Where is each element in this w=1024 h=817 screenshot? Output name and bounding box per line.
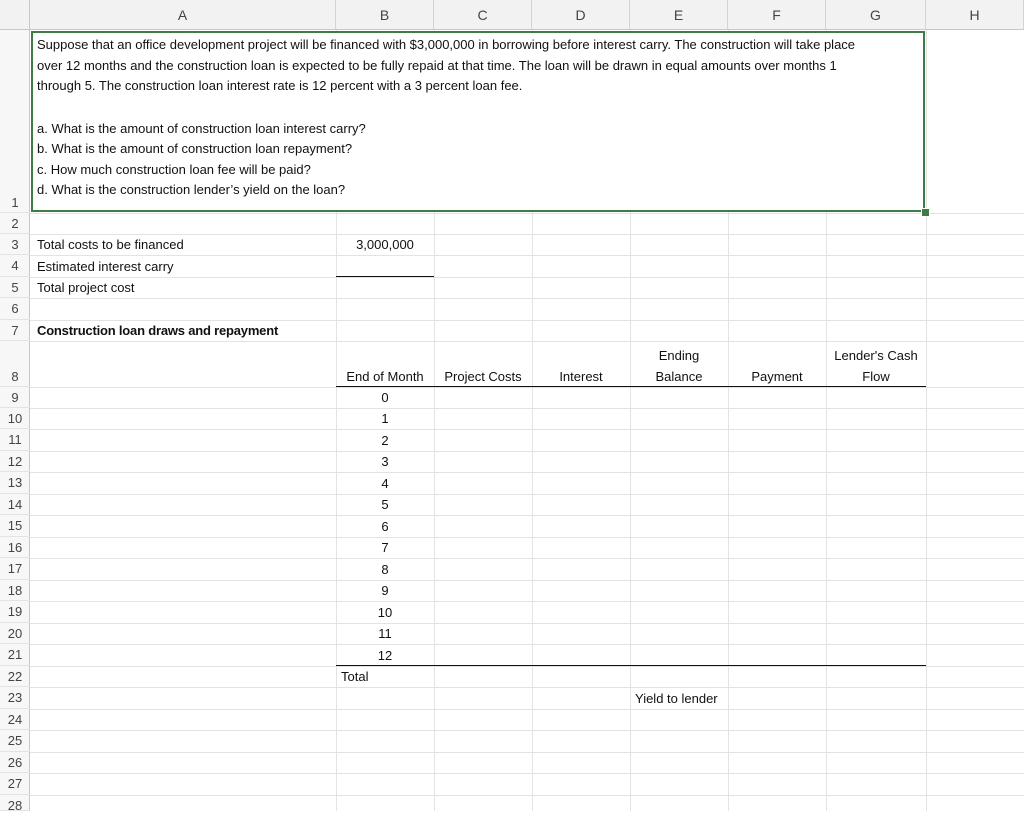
row-header-27[interactable]: 27 [0, 773, 30, 795]
row-header-11[interactable]: 11 [0, 429, 30, 451]
row-header-22[interactable]: 22 [0, 666, 30, 687]
interest-carry-label: Estimated interest carry [37, 259, 174, 274]
fill-handle[interactable] [921, 208, 930, 217]
grid-line [30, 795, 1024, 796]
month-cell[interactable]: 1 [381, 411, 389, 426]
grid-line [30, 387, 1024, 388]
yield-to-lender-label[interactable]: Yield to lender [635, 691, 718, 706]
header-interest[interactable]: Interest [559, 369, 603, 384]
problem-statement-cell[interactable] [31, 31, 925, 212]
grid-line [30, 451, 1024, 452]
row-header-16[interactable]: 16 [0, 537, 30, 558]
row-header-4[interactable]: 4 [0, 255, 30, 277]
grid-line [30, 213, 1024, 214]
row-header-6[interactable]: 6 [0, 298, 30, 320]
row-header-12[interactable]: 12 [0, 451, 30, 472]
header-ending-balance-line2[interactable]: Balance [655, 369, 703, 384]
grid-line [30, 623, 1024, 624]
column-header-b[interactable]: B [336, 0, 434, 30]
column-header-a[interactable]: A [30, 0, 336, 30]
month-cell[interactable]: 5 [381, 497, 389, 512]
row-header-8[interactable]: 8 [0, 341, 30, 387]
total-costs-label: Total costs to be financed [37, 237, 184, 252]
month-cell[interactable]: 6 [381, 519, 389, 534]
header-end-of-month[interactable]: End of Month [346, 369, 424, 384]
question-c: c. How much construction loan fee will be paid? [37, 161, 311, 177]
row-header-9[interactable]: 9 [0, 387, 30, 408]
grid-line [30, 666, 1024, 667]
grid-line [30, 472, 1024, 473]
row-header-1[interactable]: 1 [0, 30, 30, 213]
row-header-19[interactable]: 19 [0, 601, 30, 623]
row-header-25[interactable]: 25 [0, 730, 30, 752]
header-lender-cash-flow-line1[interactable]: Lender's Cash [834, 348, 918, 363]
grid-line [30, 515, 1024, 516]
row-header-20[interactable]: 20 [0, 623, 30, 644]
row-header-28[interactable]: 28 [0, 795, 30, 811]
row-header-7[interactable]: 7 [0, 320, 30, 341]
problem-line-1: Suppose that an office development project will be financed with $3,000,000 in borrowing before interest carry. The construction will take place [37, 37, 856, 52]
month-cell[interactable]: 12 [377, 648, 393, 663]
month-cell[interactable]: 8 [381, 562, 389, 577]
grid-line [30, 773, 1024, 774]
row-header-24[interactable]: 24 [0, 709, 30, 730]
month-cell[interactable]: 7 [381, 540, 389, 555]
grid-line [30, 537, 1024, 538]
month-cell[interactable]: 11 [378, 626, 392, 641]
grid-line [30, 277, 1024, 278]
grid-line [30, 429, 1024, 430]
grid-line [30, 687, 1024, 688]
select-all-corner[interactable] [0, 0, 30, 30]
section-title: Construction loan draws and repayment [37, 323, 279, 338]
column-header-g[interactable]: G [826, 0, 926, 30]
row-header-5[interactable]: 5 [0, 277, 30, 298]
column-header-e[interactable]: E [630, 0, 728, 30]
grid-line [30, 558, 1024, 559]
question-a: a. What is the amount of construction loan interest carry? [37, 120, 366, 136]
header-lender-cash-flow-line2[interactable]: Flow [862, 369, 890, 384]
total-underline [336, 665, 926, 666]
row-header-15[interactable]: 15 [0, 515, 30, 537]
header-project-costs[interactable]: Project Costs [444, 369, 522, 384]
blank-line [37, 97, 919, 119]
row-header-3[interactable]: 3 [0, 234, 30, 255]
grid-line [30, 601, 1024, 602]
month-cell[interactable]: 2 [381, 433, 389, 448]
grid-line [30, 752, 1024, 753]
row-header-13[interactable]: 13 [0, 472, 30, 494]
grid-line [30, 298, 1024, 299]
grid-line [30, 494, 1024, 495]
month-cell[interactable]: 9 [381, 583, 389, 598]
grid-line [30, 580, 1024, 581]
month-cell[interactable]: 4 [381, 476, 389, 491]
month-cell[interactable]: 0 [381, 390, 389, 405]
row-header-17[interactable]: 17 [0, 558, 30, 580]
row-header-21[interactable]: 21 [0, 644, 30, 666]
header-ending-balance-line1[interactable]: Ending [658, 348, 700, 363]
grid-line [30, 408, 1024, 409]
row-header-26[interactable]: 26 [0, 752, 30, 773]
grid-line [30, 341, 1024, 342]
column-header-d[interactable]: D [532, 0, 630, 30]
total-costs-value[interactable]: 3,000,000 [356, 237, 414, 252]
header-payment[interactable]: Payment [751, 369, 803, 384]
row-header-2[interactable]: 2 [0, 213, 30, 234]
grid-line [30, 730, 1024, 731]
row-header-23[interactable]: 23 [0, 687, 30, 709]
grid-line [30, 644, 1024, 645]
row-header-18[interactable]: 18 [0, 580, 30, 601]
sum-underline [336, 276, 434, 277]
column-header-f[interactable]: F [728, 0, 826, 30]
question-b: b. What is the amount of construction loan repayment? [37, 141, 353, 156]
column-header-c[interactable]: C [434, 0, 532, 30]
month-cell[interactable]: 3 [381, 454, 389, 469]
total-label[interactable]: Total [341, 669, 369, 684]
grid-line [30, 255, 1024, 256]
row-header-10[interactable]: 10 [0, 408, 30, 429]
problem-line-3: through 5. The construction loan interest rate is 12 percent with a 3 percent loan fee. [37, 78, 523, 93]
grid-line [30, 709, 1024, 710]
row-header-14[interactable]: 14 [0, 494, 30, 515]
question-d: d. What is the construction lender’s yield on the loan? [37, 182, 346, 197]
grid-line [926, 30, 927, 811]
total-project-cost-label: Total project cost [37, 280, 135, 295]
month-cell[interactable]: 10 [377, 605, 393, 620]
column-header-h[interactable]: H [926, 0, 1024, 30]
problem-line-2: over 12 months and the construction loan is expected to be fully repaid at that time. The loan will be drawn in equal amounts over months 1 [37, 57, 837, 73]
